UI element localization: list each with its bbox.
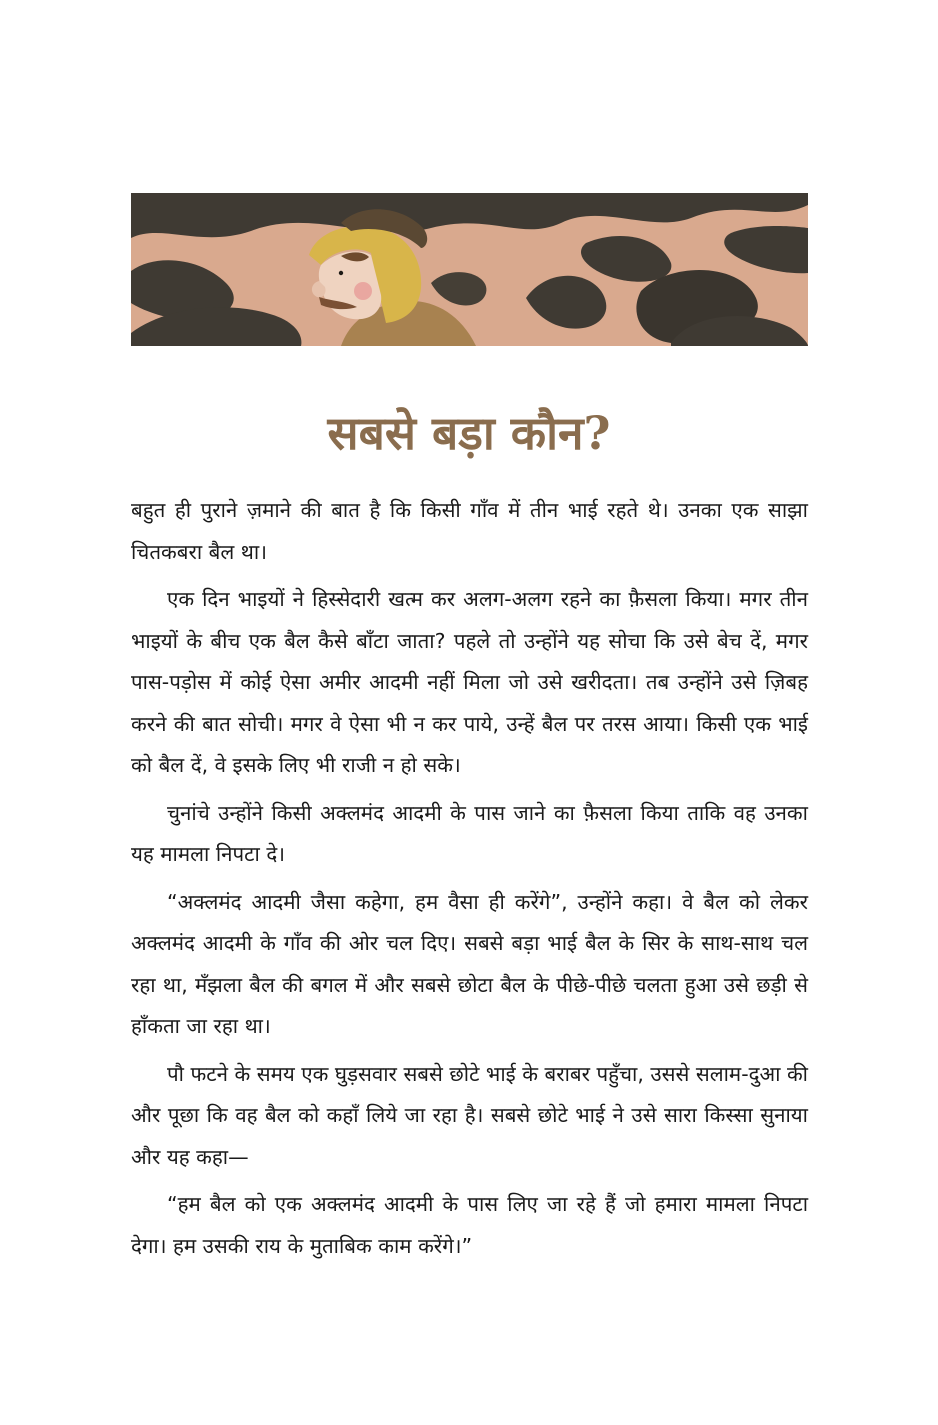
paragraph: एक दिन भाइयों ने हिस्सेदारी खत्म कर अलग-अलग रहने का फ़ैसला किया। मगर तीन भाइयों के बीच एक बैल कैसे बाँटा जाता? पहले तो उन्होंने यह सोचा कि उसे बेच दें, मगर पास-पड़ोस में कोई ऐसा अमीर आदमी नहीं मिला जो उसे खरीदता। तब उन्होंने उसे ज़िबह करने की बात सोची। मगर वे ऐसा भी न कर पाये, उन्हें बैल पर तरस आया। किसी एक भाई को बैल दें, वे इसके लिए भी राजी न हो सके।: [131, 587, 808, 777]
story-title: सबसे बड़ा कौन?: [327, 406, 611, 460]
paragraph: “हम बैल को एक अक्लमंद आदमी के पास लिए जा रहे हैं जो हमारा मामला निपटा देगा। हम उसकी राय के मुताबिक काम करेंगे।”: [131, 1192, 808, 1258]
paragraph: चुनांचे उन्होंने किसी अक्लमंद आदमी के पास जाने का फ़ैसला किया ताकि वह उनका यह मामला निपटा दे।: [131, 800, 808, 866]
paragraph: बहुत ही पुराने ज़माने की बात है कि किसी गाँव में तीन भाई रहते थे। उनका एक साझा चितकबरा बैल था।: [131, 498, 808, 564]
paragraph: पौ फटने के समय एक घुड़सवार सबसे छोटे भाई के बराबर पहुँचा, उससे सलाम-दुआ की और पूछा कि वह बैल को कहाँ लिये जा रहा है। सबसे छोटे भाई ने उसे सारा किस्सा सुनाया और यह कहा—: [131, 1061, 808, 1169]
header-illustration: [131, 193, 808, 346]
story-body: [131, 490, 808, 1273]
paragraph: “अक्लमंद आदमी जैसा कहेगा, हम वैसा ही करेंगे”, उन्होंने कहा। वे बैल को लेकर अक्लमंद आदमी के गाँव की ओर चल दिए। सबसे बड़ा भाई बैल के सिर के साथ-साथ चल रहा था, मँझला बैल की बगल में और सबसे छोटा बैल के पीछे-पीछे चलता हुआ उसे छड़ी से हाँकता जा रहा था।: [131, 889, 808, 1038]
